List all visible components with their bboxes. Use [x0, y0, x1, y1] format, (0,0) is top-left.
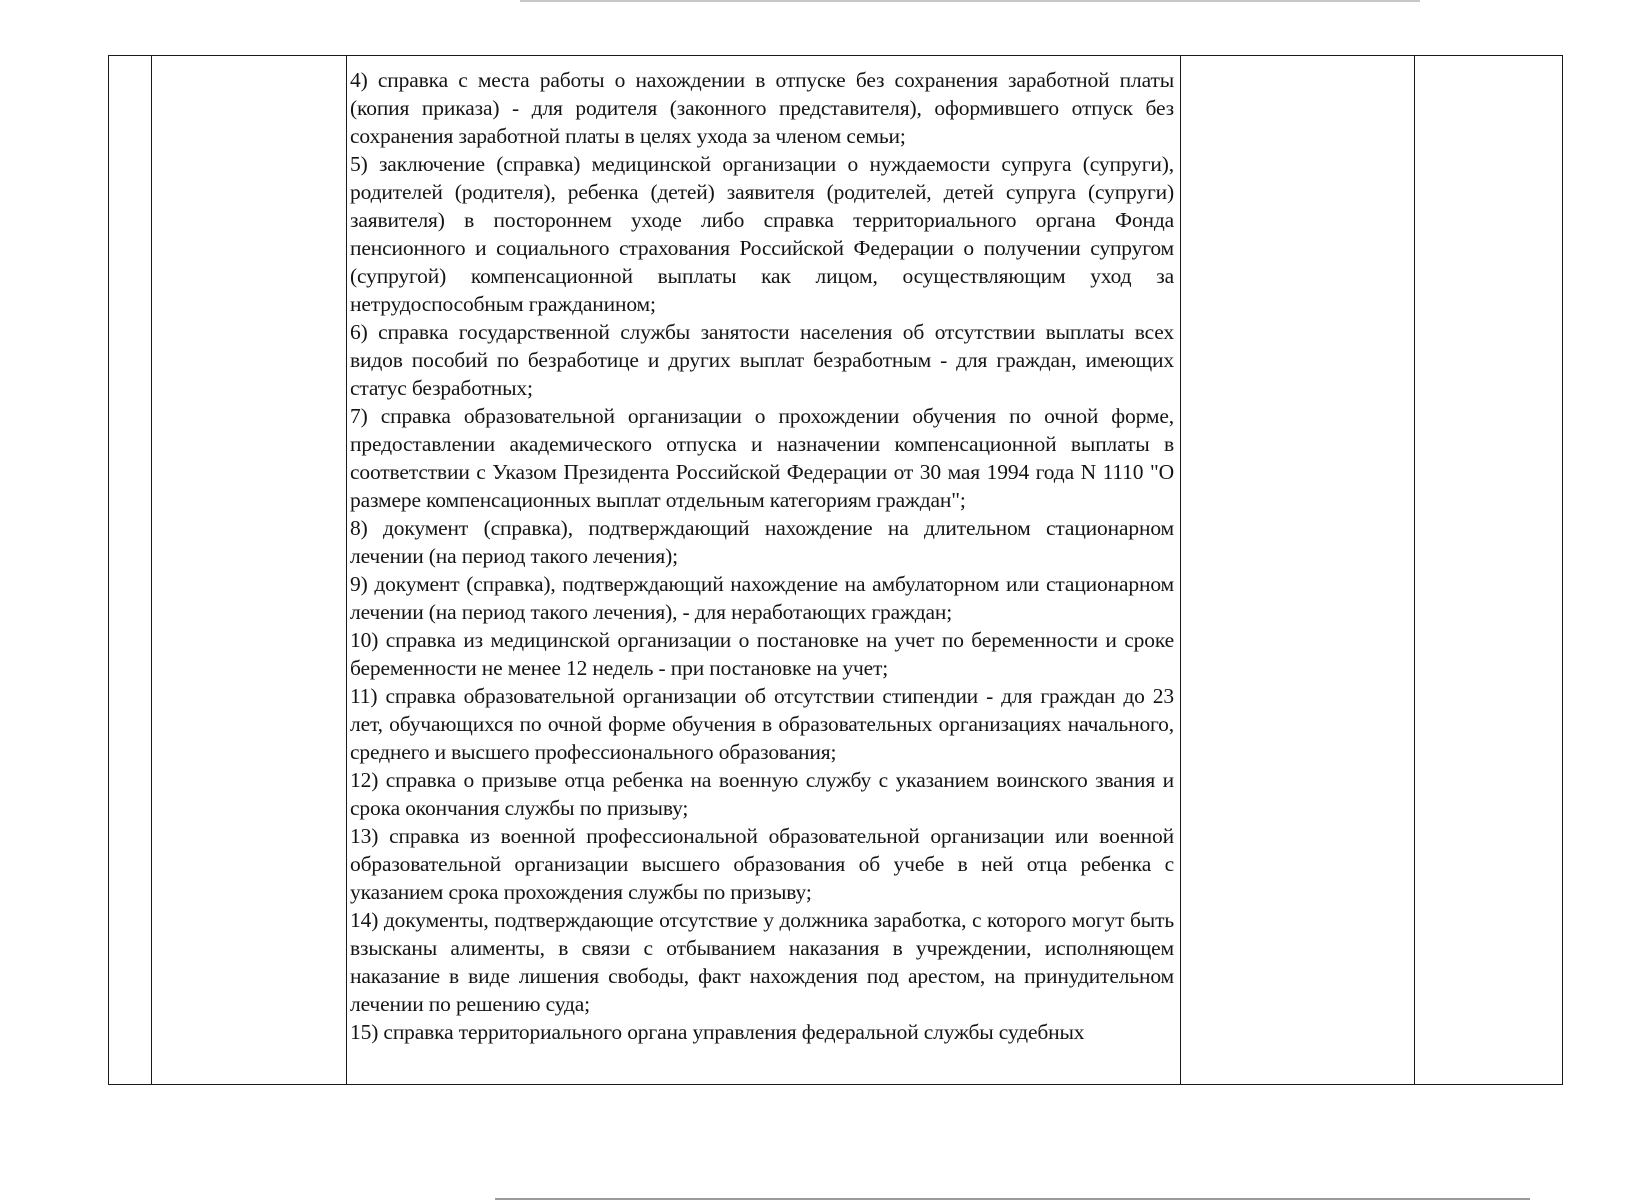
table-cell-documents-list [347, 56, 1181, 1085]
document-table [108, 55, 1563, 1085]
list-item: 14) документы, подтверждающие отсутствие у должника заработка, с которого могут быть взысканы алименты, в связи с отбыванием наказания в учреждении, исполняющем наказание в виде лишения свободы, факт нахождения под арестом, на принудительном лечении по решению суда; [350, 908, 1174, 1016]
table-cell-empty [1415, 56, 1563, 1085]
list-item: 12) справка о призыве отца ребенка на военную службу с указанием воинского звания и срока окончания службы по призыву; [350, 768, 1174, 820]
list-item: 5) заключение (справка) медицинской организации о нуждаемости супруга (супруги), родителей (родителя), ребенка (детей) заявителя (родителей, детей супруга (супруги) заявителя) в постороннем уходе либо справка территориального органа Фонда пенсионного и социального страхования Российской Федерации о получении супругом (супругой) компенсационной выплаты как лицом, осуществляющим уход за нетрудоспособным гражданином; [350, 152, 1174, 316]
list-item: 13) справка из военной профессиональной образовательной организации или военной образовательной организации высшего образования об учебе в ней отца ребенка с указанием срока прохождения службы по призыву; [350, 824, 1174, 904]
table-cell-empty [1181, 56, 1415, 1085]
list-item: 6) справка государственной службы занятости населения об отсутствии выплаты всех видов пособий по безработице и других выплат безработным - для граждан, имеющих статус безработных; [350, 320, 1174, 400]
list-item: 8) документ (справка), подтверждающий нахождение на длительном стационарном лечении (на период такого лечения); [350, 516, 1174, 568]
list-item: 4) справка с места работы о нахождении в отпуске без сохранения заработной платы (копия приказа) - для родителя (законного представителя), оформившего отпуск без сохранения заработной платы в целях ухода за членом семьи; [350, 68, 1174, 148]
list-item: 10) справка из медицинской организации о постановке на учет по беременности и сроке беременности не менее 12 недель - при постановке на учет; [350, 628, 1174, 680]
table-cell-name [152, 56, 347, 1085]
list-item: 11) справка образовательной организации об отсутствии стипендии - для граждан до 23 лет, обучающихся по очной форме обучения в образовательных организациях начального, среднего и высшего профессионального образования; [350, 684, 1174, 764]
list-item: 9) документ (справка), подтверждающий нахождение на амбулаторном или стационарном лечении (на период такого лечения), - для неработающих граждан; [350, 572, 1174, 624]
table-row [109, 56, 1563, 1085]
table-cell-number [109, 56, 152, 1085]
list-item: 7) справка образовательной организации о прохождении обучения по очной форме, предоставлении академического отпуска и назначении компенсационной выплаты в соответствии с Указом Президента Российской Федерации от 30 мая 1994 года N 1110 "О размере компенсационных выплат отдельным категориям граждан"; [350, 404, 1174, 512]
list-item: 15) справка территориального органа управления федеральной службы судебных [350, 1020, 1085, 1044]
scan-edge-top [520, 0, 1420, 2]
